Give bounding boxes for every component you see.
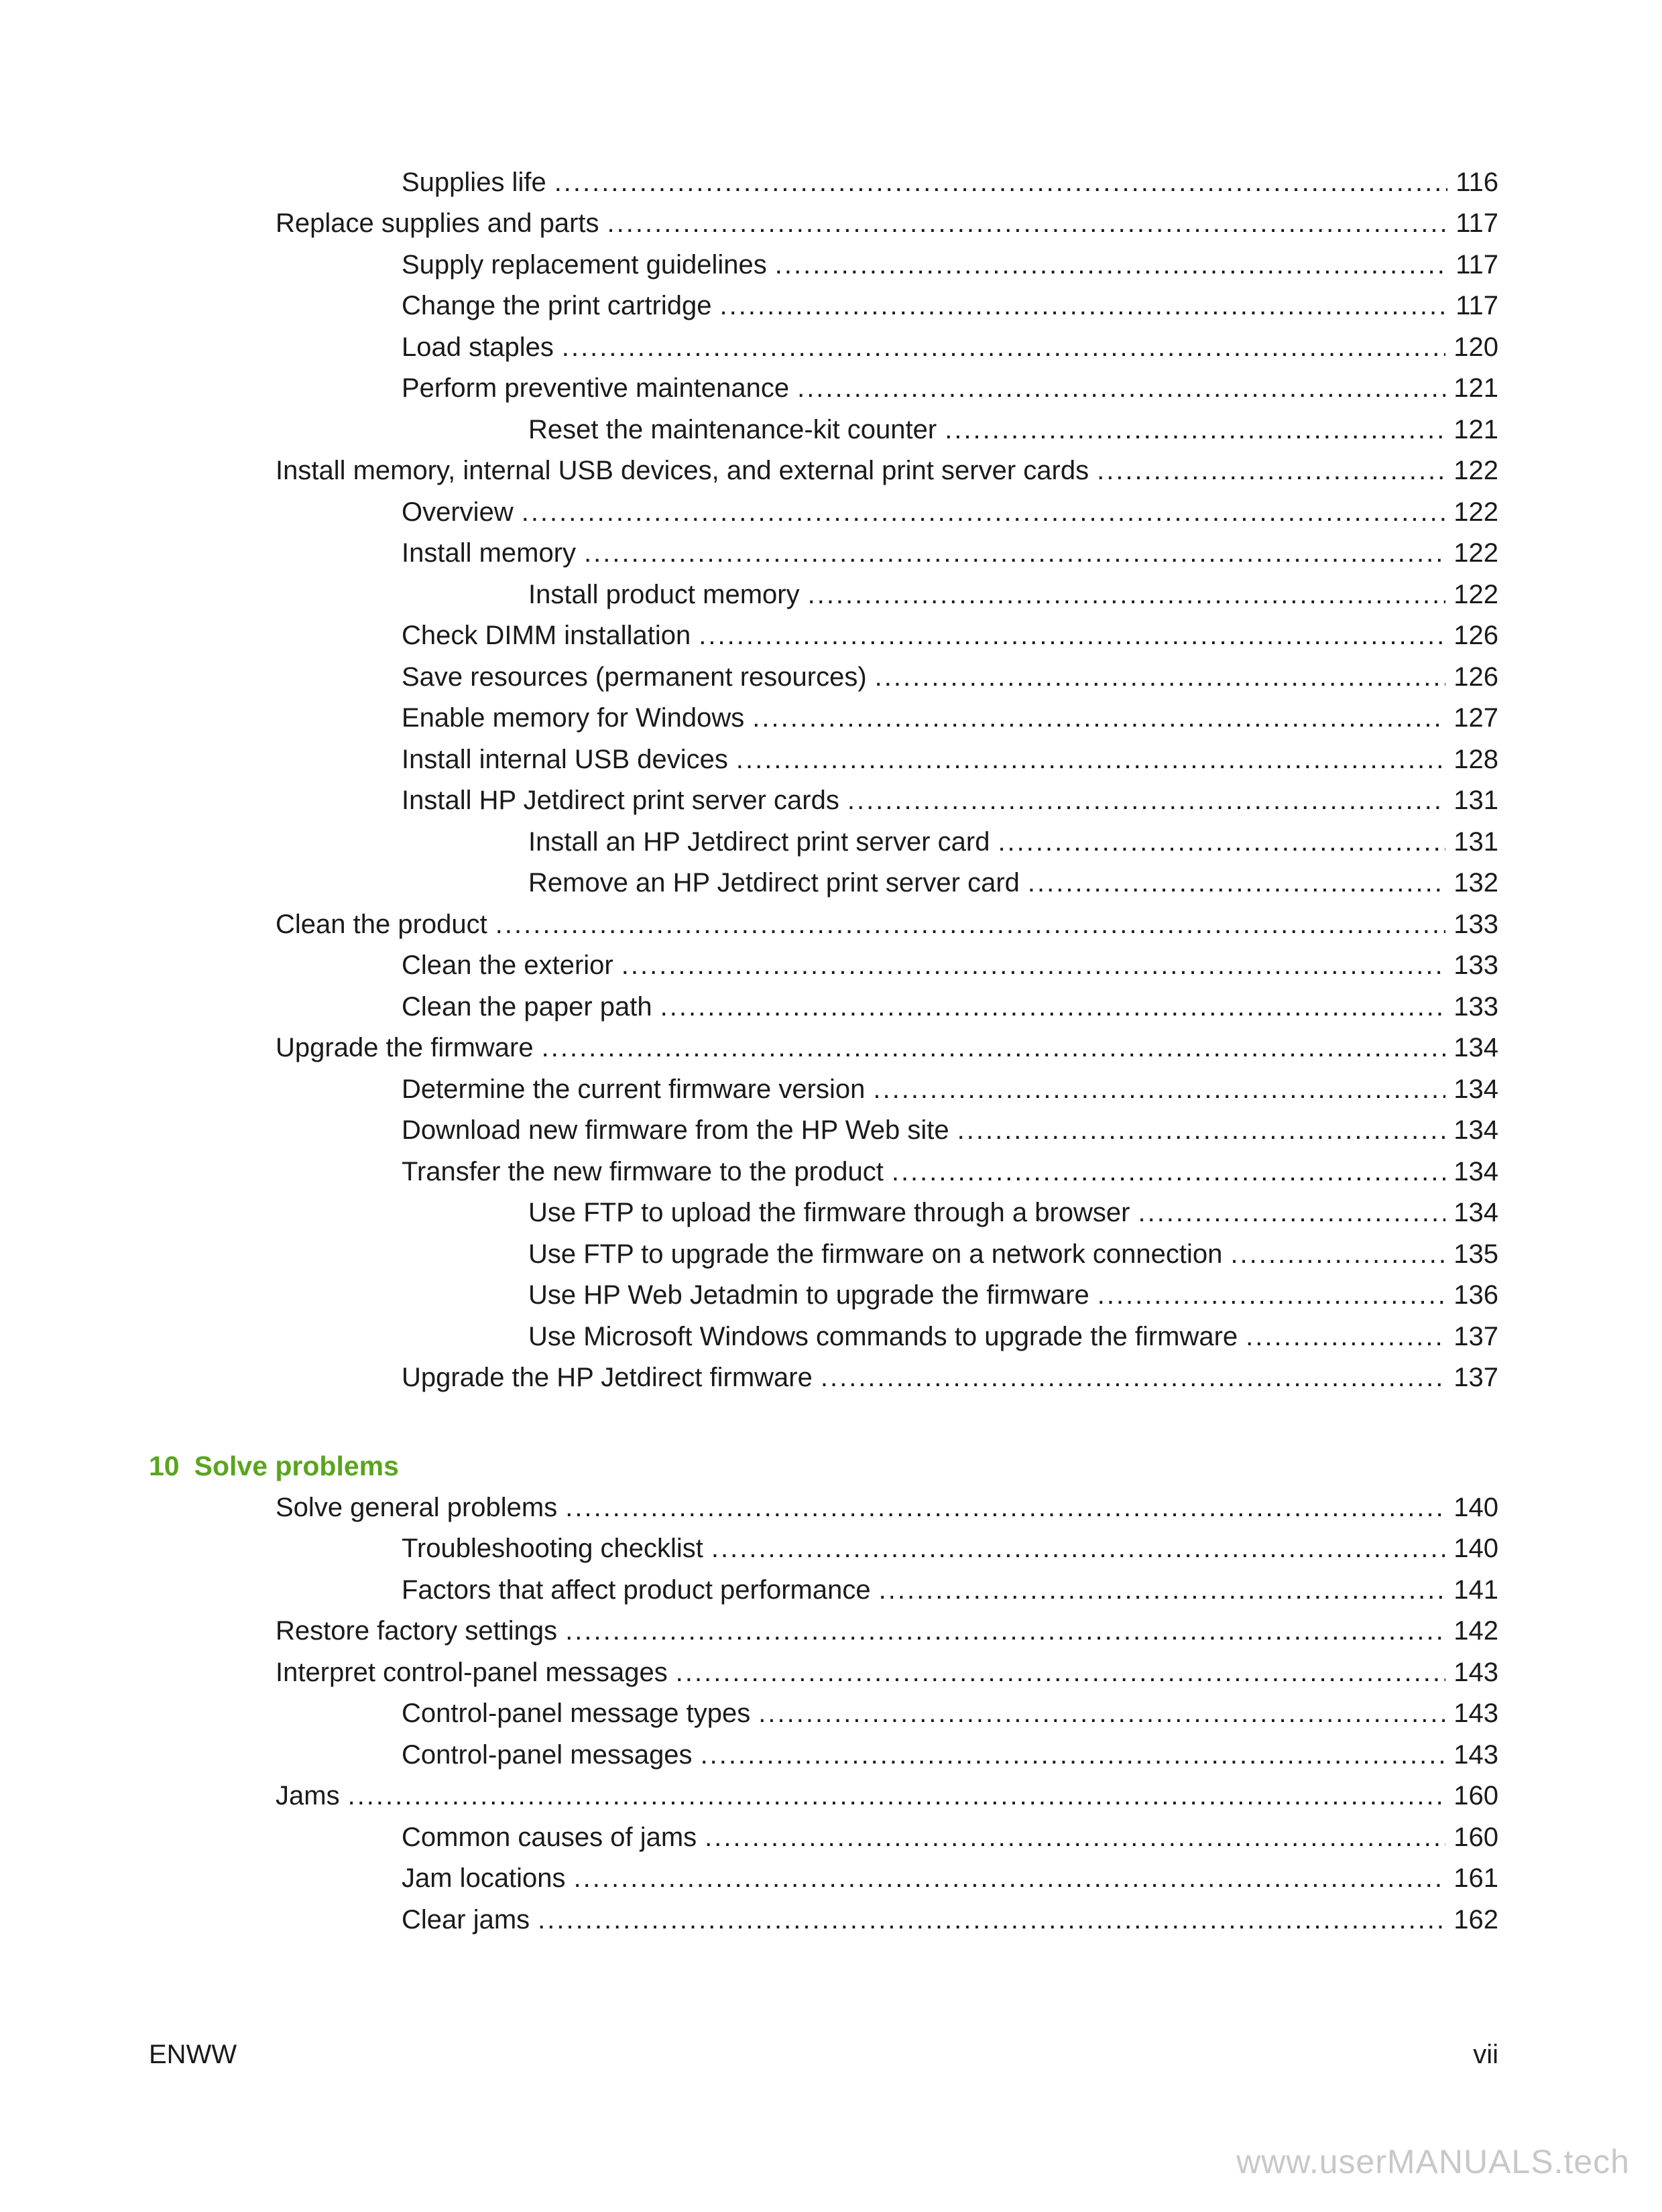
toc-entry-title: Install memory, internal USB devices, and external print server cards <box>276 456 1089 485</box>
dot-leader <box>797 368 1445 408</box>
toc-entry-title: Restore factory settings <box>276 1616 558 1646</box>
chapter-title: Solve problems <box>194 1451 399 1481</box>
toc-entry-page: 122 <box>1453 497 1498 527</box>
toc-entry-page: 140 <box>1453 1534 1498 1563</box>
toc-entry-title: Use FTP to upgrade the firmware on a network connection <box>528 1239 1223 1269</box>
dot-leader <box>1246 1316 1445 1357</box>
toc-entry[interactable] <box>402 533 1498 573</box>
toc-entry-title: Save resources (permanent resources) <box>402 662 867 692</box>
toc-entry-title: Reset the maintenance-kit counter <box>528 415 937 444</box>
toc-entry-title: Factors that affect product performance <box>402 1575 871 1605</box>
dot-leader <box>1097 1275 1446 1315</box>
toc-entry-page: 160 <box>1453 1781 1498 1810</box>
toc-entry-page: 126 <box>1453 662 1498 692</box>
toc-entry-title: Control-panel messages <box>402 1740 693 1770</box>
toc-entry-title: Jams <box>276 1781 340 1810</box>
toc-entry-page: 131 <box>1453 786 1498 815</box>
toc-entry-title: Install HP Jetdirect print server cards <box>402 786 839 815</box>
dot-leader <box>1028 863 1445 903</box>
dot-leader <box>565 1611 1445 1651</box>
toc-entry[interactable] <box>402 1152 1498 1192</box>
toc-entry-title: Clean the exterior <box>402 950 613 980</box>
toc-entry[interactable] <box>528 1316 1498 1357</box>
toc-entry[interactable] <box>528 1275 1498 1315</box>
toc-entry[interactable] <box>402 1735 1498 1775</box>
dot-leader <box>705 1817 1445 1857</box>
toc-entry-title: Use FTP to upload the firmware through a browser <box>528 1198 1130 1227</box>
toc-entry-page: 117 <box>1456 250 1498 280</box>
toc-entry-title: Solve general problems <box>276 1493 558 1522</box>
toc-entry[interactable] <box>276 203 1498 243</box>
toc-entry-title: Install product memory <box>528 580 800 609</box>
toc-entry-page: 122 <box>1453 580 1498 609</box>
toc-entry[interactable] <box>276 1611 1498 1651</box>
toc-entry[interactable] <box>402 245 1498 285</box>
toc-entry-title: Perform preventive maintenance <box>402 373 790 403</box>
toc-entry[interactable] <box>276 1028 1498 1068</box>
toc-entry-page: 122 <box>1453 456 1498 485</box>
dot-leader <box>847 780 1445 820</box>
toc-entry[interactable] <box>528 1192 1498 1233</box>
toc-entry-page: 127 <box>1453 703 1498 733</box>
toc-entry[interactable] <box>276 1776 1498 1816</box>
toc-entry-title: Interpret control-panel messages <box>276 1658 668 1687</box>
toc-entry-page: 141 <box>1453 1575 1498 1605</box>
toc-entry-page: 135 <box>1453 1239 1498 1269</box>
chapter-heading[interactable] <box>149 1446 399 1486</box>
dot-leader <box>565 1487 1445 1528</box>
toc-entry-page: 133 <box>1453 992 1498 1022</box>
toc-entry-page: 117 <box>1456 208 1498 238</box>
dot-leader <box>821 1357 1445 1398</box>
toc-entry-page: 132 <box>1453 868 1498 898</box>
toc-entry-page: 134 <box>1453 1198 1498 1227</box>
dot-leader <box>892 1152 1445 1192</box>
toc-entry-title: Upgrade the firmware <box>276 1033 534 1062</box>
toc-entry-page: 117 <box>1456 291 1498 320</box>
toc-entry[interactable] <box>402 1817 1498 1857</box>
dot-leader <box>758 1693 1445 1733</box>
dot-leader <box>562 327 1445 367</box>
toc-entry[interactable] <box>402 1357 1498 1398</box>
toc-entry-title: Download new firmware from the HP Web site <box>402 1115 949 1145</box>
dot-leader <box>875 657 1446 697</box>
toc-entry-title: Common causes of jams <box>402 1823 697 1852</box>
toc-entry-page: 121 <box>1453 415 1498 444</box>
toc-entry[interactable] <box>402 698 1498 738</box>
dot-leader <box>660 987 1446 1027</box>
toc-entry-page: 116 <box>1456 168 1498 197</box>
toc-entry-title: Clean the product <box>276 910 487 939</box>
toc-entry[interactable] <box>402 739 1498 780</box>
toc-entry-page: 122 <box>1453 538 1498 568</box>
toc-entry[interactable] <box>402 1900 1498 1940</box>
toc-entry-page: 134 <box>1453 1157 1498 1186</box>
dot-leader <box>720 286 1448 326</box>
toc-entry[interactable] <box>402 286 1498 326</box>
dot-leader <box>574 1858 1446 1898</box>
dot-leader <box>879 1570 1446 1610</box>
dot-leader <box>542 1028 1446 1068</box>
dot-leader <box>873 1069 1445 1109</box>
toc-entry-title: Enable memory for Windows <box>402 703 745 733</box>
toc-entry[interactable] <box>402 615 1498 656</box>
toc-entry-title: Jam locations <box>402 1863 566 1893</box>
toc-entry-title: Install memory <box>402 538 577 568</box>
toc-entry-page: 142 <box>1453 1616 1498 1646</box>
toc-entry-title: Check DIMM installation <box>402 621 691 650</box>
dot-leader <box>1138 1192 1445 1233</box>
watermark-text: www.userMANUALS.tech <box>1236 2143 1630 2180</box>
footer-left-label: ENWW <box>149 2040 237 2069</box>
toc-entry[interactable] <box>528 1234 1498 1274</box>
toc-entry-title: Clean the paper path <box>402 992 652 1022</box>
toc-entry-page: 136 <box>1453 1280 1498 1310</box>
toc-entry[interactable] <box>402 327 1498 367</box>
toc-entry-title: Supply replacement guidelines <box>402 250 767 280</box>
toc-entry-page: 137 <box>1453 1363 1498 1392</box>
dot-leader <box>701 1735 1446 1775</box>
footer-page-number: vii <box>1473 2040 1498 2069</box>
dot-leader <box>998 822 1445 862</box>
toc-entry-page: 133 <box>1453 910 1498 939</box>
toc-entry-page: 161 <box>1453 1863 1498 1893</box>
toc-entry[interactable] <box>528 822 1498 862</box>
dot-leader <box>538 1900 1445 1940</box>
toc-entry-title: Use HP Web Jetadmin to upgrade the firmware <box>528 1280 1089 1310</box>
dot-leader <box>554 162 1448 202</box>
dot-leader <box>711 1528 1445 1569</box>
toc-entry-title: Clear jams <box>402 1905 530 1934</box>
toc-entry[interactable] <box>402 492 1498 532</box>
toc-entry-page: 134 <box>1453 1074 1498 1104</box>
dot-leader <box>699 615 1445 656</box>
toc-entry-title: Transfer the new firmware to the product <box>402 1157 884 1186</box>
dot-leader <box>676 1652 1446 1693</box>
dot-leader <box>1230 1234 1445 1274</box>
dot-leader <box>607 203 1448 243</box>
toc-entry-page: 143 <box>1453 1658 1498 1687</box>
toc-entry-page: 134 <box>1453 1033 1498 1062</box>
toc-entry[interactable] <box>402 780 1498 820</box>
dot-leader <box>957 1110 1446 1150</box>
toc-entry-page: 137 <box>1453 1322 1498 1351</box>
toc-entry-title: Supplies life <box>402 168 546 197</box>
toc-entry[interactable] <box>402 162 1498 202</box>
toc-entry-page: 143 <box>1453 1699 1498 1728</box>
toc-entry[interactable] <box>402 987 1498 1027</box>
toc-entry[interactable] <box>402 1528 1498 1569</box>
toc-entry-title: Change the print cartridge <box>402 291 712 320</box>
dot-leader <box>495 904 1445 944</box>
toc-entry[interactable] <box>528 863 1498 903</box>
toc-entry[interactable] <box>276 1652 1498 1693</box>
toc-entry-page: 140 <box>1453 1493 1498 1522</box>
toc-entry[interactable] <box>276 1487 1498 1528</box>
dot-leader <box>808 574 1446 615</box>
toc-entry[interactable] <box>402 945 1498 985</box>
dot-leader <box>348 1776 1446 1816</box>
toc-entry-page: 126 <box>1453 621 1498 650</box>
dot-leader <box>736 739 1445 780</box>
toc-entry-page: 133 <box>1453 950 1498 980</box>
dot-leader <box>522 492 1446 532</box>
toc-entry-title: Determine the current firmware version <box>402 1074 866 1104</box>
dot-leader <box>1097 450 1445 491</box>
toc-entry-title: Upgrade the HP Jetdirect firmware <box>402 1363 813 1392</box>
dot-leader <box>584 533 1445 573</box>
toc-entry-title: Use Microsoft Windows commands to upgrade the firmware <box>528 1322 1238 1351</box>
toc-entry-title: Remove an HP Jetdirect print server card <box>528 868 1020 898</box>
toc-entry[interactable] <box>402 1069 1498 1109</box>
toc-entry[interactable] <box>402 1858 1498 1898</box>
toc-entry-page: 143 <box>1453 1740 1498 1770</box>
toc-entry[interactable] <box>276 904 1498 944</box>
toc-entry-page: 162 <box>1453 1905 1498 1934</box>
toc-entry[interactable] <box>276 450 1498 491</box>
toc-entry-page: 128 <box>1453 745 1498 774</box>
toc-entry-title: Load staples <box>402 332 554 362</box>
dot-leader <box>752 698 1445 738</box>
toc-entry-page: 134 <box>1453 1115 1498 1145</box>
toc-entry-title: Overview <box>402 497 514 527</box>
toc-entry-page: 160 <box>1453 1823 1498 1852</box>
toc-entry-title: Control-panel message types <box>402 1699 751 1728</box>
toc-entry[interactable] <box>402 1693 1498 1733</box>
toc-entry-page: 120 <box>1453 332 1498 362</box>
dot-leader <box>621 945 1446 985</box>
dot-leader <box>945 410 1445 450</box>
toc-entry-title: Replace supplies and parts <box>276 208 599 238</box>
toc-entry[interactable] <box>402 368 1498 408</box>
toc-entry[interactable] <box>528 410 1498 450</box>
toc-entry[interactable] <box>402 657 1498 697</box>
toc-entry[interactable] <box>402 1570 1498 1610</box>
toc-entry[interactable] <box>528 574 1498 615</box>
toc-entry-title: Install internal USB devices <box>402 745 728 774</box>
toc-entry-page: 121 <box>1453 373 1498 403</box>
toc-entry-title: Install an HP Jetdirect print server card <box>528 827 990 857</box>
dot-leader <box>775 245 1447 285</box>
chapter-number: 10 <box>149 1451 180 1481</box>
toc-entry-page: 131 <box>1453 827 1498 857</box>
toc-entry[interactable] <box>402 1110 1498 1150</box>
toc-entry-title: Troubleshooting checklist <box>402 1534 703 1563</box>
